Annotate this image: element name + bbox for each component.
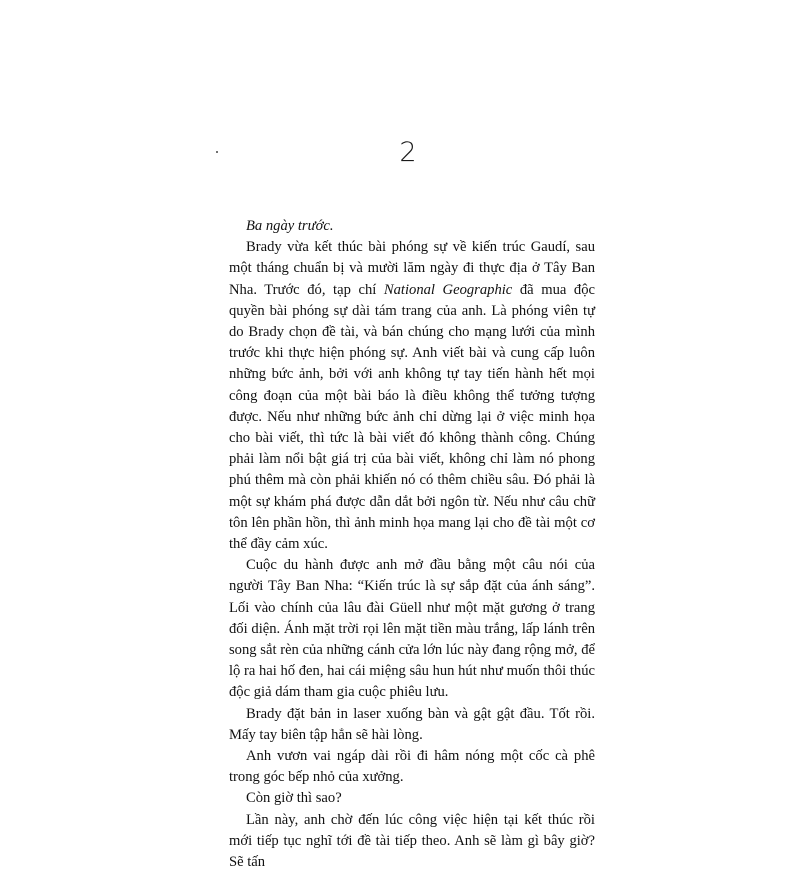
chapter-body xyxy=(229,216,595,873)
page-speck xyxy=(216,151,218,153)
paragraph-1-part-b: đã mua độc quyền bài phóng sự dài tám trang của anh. Là phóng viên tự do Brady chọn đề tài, và bán chúng cho mạng lưới của mình trước khi thực hiện phóng sự. Anh viết bài và cung cấp luôn những bức ảnh, bởi với anh không tự tay tiến hành hết mọi công đoạn của một bài báo là điều không thể tưởng tượng được. Nếu như những bức ảnh chỉ dừng lại ở việc minh họa cho bài viết, thì tức là bài viết đó không thành công. Chúng phải làm nổi bật giá trị của bài viết, không chỉ làm nó phong phú thêm mà còn phải khiến nó có thêm chiều sâu. Đó phải là một sự khám phá được dẫn dắt bởi ngôn từ. Nếu như câu chữ tôn lên phần hồn, thì ảnh minh họa mang lại cho đề tài một cơ thể đầy cảm xúc. xyxy=(229,281,595,553)
paragraph-3: Brady đặt bản in laser xuống bàn và gật gật đầu. Tốt rồi. Mấy tay biên tập hẳn sẽ hài lòng. xyxy=(229,705,595,743)
paragraph-opening: Ba ngày trước. xyxy=(246,218,334,234)
paragraph-4: Anh vươn vai ngáp dài rồi đi hâm nóng một cốc cà phê trong góc bếp nhỏ của xưởng. xyxy=(229,748,595,786)
paragraph-1 xyxy=(229,237,595,555)
paragraph-5: Còn giờ thì sao? xyxy=(246,790,342,807)
chapter-number: 2 xyxy=(399,137,417,168)
paragraph-1-part-a: Brady vừa kết thúc bài phóng sự về kiến trúc Gaudí, sau một tháng chuẩn bị và mười lăm ngày đi thực địa ở Tây Ban Nha. Trước đó, tạp chí xyxy=(229,239,595,298)
paragraph-2: Cuộc du hành được anh mở đầu bằng một câu nói của người Tây Ban Nha: “Kiến trúc là sự sắp đặt của ánh sáng”. Lối vào chính của lâu đài Güell như một mặt gương ở trang đối diện. Ánh mặt trời rọi lên mặt tiền màu trắng, lấp lánh trên song sắt rèn của những cánh cửa lớn lúc này đang rộng mở, để lộ ra hai hố đen, hai cái miệng sâu hun hút như muốn thôi thúc độc giả dám tham gia cuộc phiêu lưu. xyxy=(229,557,595,701)
paragraph-6: Lần này, anh chờ đến lúc công việc hiện tại kết thúc rồi mới tiếp tục nghĩ tới đề tài tiếp theo. Anh sẽ làm gì bây giờ? Sẽ tấn xyxy=(229,811,595,871)
magazine-title: National Geographic xyxy=(383,281,513,298)
